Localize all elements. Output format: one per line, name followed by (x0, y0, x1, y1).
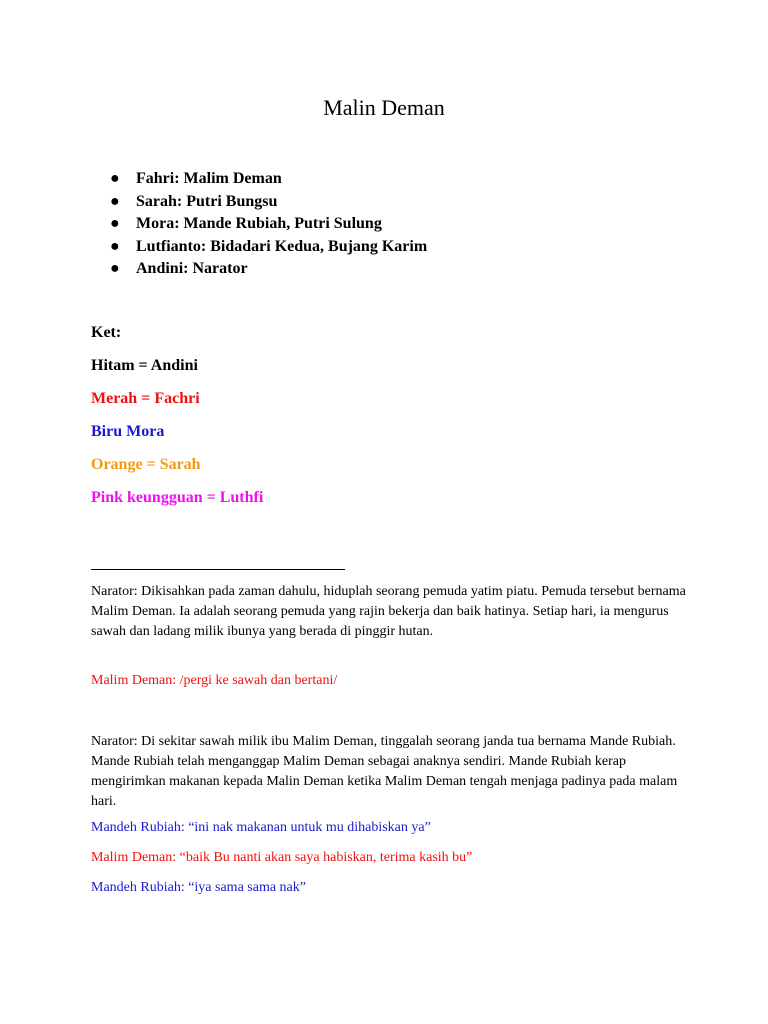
legend-item-pink: Pink keungguan = Luthfi (91, 489, 264, 506)
cast-entry: Sarah: Putri Bungsu (136, 192, 278, 210)
bullet-icon: ● (110, 260, 120, 277)
legend-item-biru: Biru Mora (91, 423, 165, 440)
script-paragraph: Narator: Di sekitar sawah milik ibu Malim Deman, tinggalah seorang janda tua bernama Mande Rubiah. Mande Rubiah telah menganggap Malim Deman sebagai anaknya sendiri. Mande Rubiah kerap mengirimkan makanan kepada Malin Deman ketika Malim Deman tengah menjaga padinya pada malam hari. (91, 734, 678, 809)
script-line: Mandeh Rubiah: “iya sama sama nak” (91, 880, 306, 895)
section-divider (91, 569, 345, 570)
legend-item-merah: Merah = Fachri (91, 390, 200, 407)
list-item (110, 168, 427, 191)
bullet-icon: ● (110, 170, 120, 187)
bullet-icon: ● (110, 237, 120, 255)
list-item (110, 236, 427, 259)
page-title: Malin Deman (323, 95, 445, 120)
cast-entry: Andini: Narator (136, 260, 248, 277)
script-paragraph: Narator: Dikisahkan pada zaman dahulu, hiduplah seorang pemuda yatim piatu. Pemuda tersebut bernama Malim Deman. Ia adalah seorang pemuda yang rajin bekerja dan baik hatinya. Setiap hari, ia mengurus sawah dan ladang milik ibunya yang berada di pinggir hutan. (91, 584, 686, 639)
list-item (110, 191, 427, 214)
list-item (110, 213, 427, 236)
legend-heading: Ket: (91, 324, 122, 341)
script-line: Mandeh Rubiah: “ini nak makanan untuk mu dihabiskan ya” (91, 820, 431, 835)
list-item (110, 258, 427, 281)
legend-item-orange: Orange = Sarah (91, 456, 201, 473)
legend-item-hitam: Hitam = Andini (91, 357, 198, 374)
script-line: Malim Deman: “baik Bu nanti akan saya habiskan, terima kasih bu” (91, 850, 473, 865)
cast-entry: Lutfianto: Bidadari Kedua, Bujang Karim (136, 237, 428, 255)
cast-entry: Fahri: Malim Deman (136, 170, 282, 187)
bullet-icon: ● (110, 215, 120, 232)
cast-list (110, 168, 427, 281)
cast-entry: Mora: Mande Rubiah, Putri Sulung (136, 215, 382, 232)
script-line: Malim Deman: /pergi ke sawah dan bertani/ (91, 673, 338, 688)
bullet-icon: ● (110, 192, 120, 210)
